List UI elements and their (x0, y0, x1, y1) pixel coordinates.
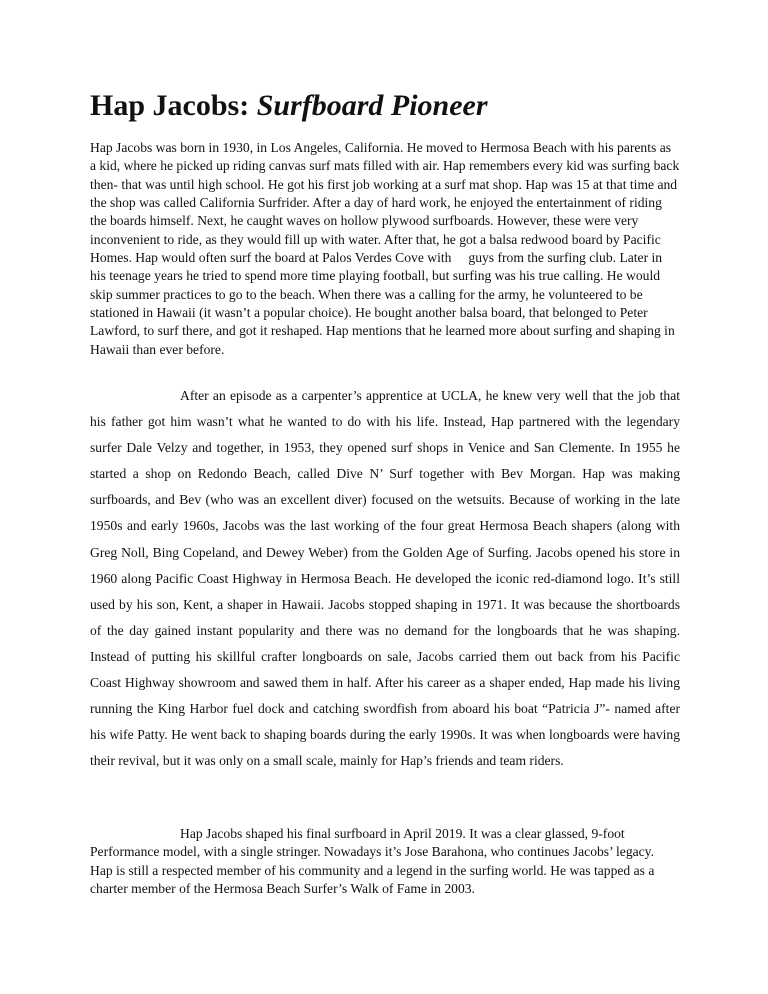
paragraph-early-life: Hap Jacobs was born in 1930, in Los Angeles, California. He moved to Hermosa Beach with his parents as a kid, where he picked up riding canvas surf mats filled with air. Hap remembers every kid was surfing back then- that was until high school. He got his first job working at a surf mat shop. Hap was 15 at that time and the shop was called California Surfrider. After a day of hard work, he enjoyed the entertainment of riding the boards himself. Next, he caught waves on hollow plywood surfboards. However, these were very inconvenient to ride, as they would fill up with water. After that, he got a balsa redwood board by Pacific Homes. Hap would often surf the board at Palos Verdes Cove with guys from the surfing club. Later in his teenage years he tried to spend more time playing football, but surfing was his true calling. He would skip summer practices to go to the beach. When there was a calling for the army, he volunteered to be stationed in Hawaii (it wasn’t a popular choice). He bought another balsa board, that belonged to Peter Lawford, to surf there, and got it reshaped. Hap mentions that he learned more about surfing and shaping in Hawaii than ever before. (90, 140, 680, 357)
page-title (90, 88, 488, 124)
title-main: Hap Jacobs: (90, 89, 257, 122)
paragraph-career: After an episode as a carpenter’s apprentice at UCLA, he knew very well that the job that his father got him wasn’t what he wanted to do with his life. Instead, Hap partnered with the legendary surfer Dale Velzy and together, in 1953, they opened surf shops in Venice and San Clemente. In 1955 he started a shop on Redondo Beach, called Dive N’ Surf together with Bev Morgan. Hap was making surfboards, and Bev (who was an excellent diver) focused on the wetsuits. Because of working in the late 1950s and early 1960s, Jacobs was the last working of the four great Hermosa Beach shapers (along with Greg Noll, Bing Copeland, and Dewey Weber) from the Golden Age of Surfing. Jacobs opened his store in 1960 along Pacific Coast Highway in Hermosa Beach. He developed the iconic red-diamond logo. It’s still used by his son, Kent, a shaper in Hawaii. Jacobs stopped shaping in 1971. It was because the shortboards of the day gained instant popularity and there was no demand for the longboards that he was shaping. Instead of putting his skillful crafter longboards on sale, Jacobs carried them out back from his Pacific Coast Highway showroom and sawed them in half. After his career as a shaper ended, Hap made his living running the King Harbor fuel dock and catching swordfish from aboard his boat “Patricia J”- named after his wife Patty. He went back to shaping boards during the early 1990s. It was when longboards were having their revival, but it was only on a small scale, mainly for Hap’s friends and team riders. (90, 388, 680, 769)
paragraph-legacy: Hap Jacobs shaped his final surfboard in April 2019. It was a clear glassed, 9-foot Performance model, with a single stringer. Nowadays it’s Jose Barahona, who continues Jacobs’ legacy. Hap is still a respected member of his community and a legend in the surfing world. He was tapped as a charter member of the Hermosa Beach Surfer’s Walk of Fame in 2003. (90, 826, 655, 897)
title-subtitle: Surfboard Pioneer (256, 89, 488, 122)
